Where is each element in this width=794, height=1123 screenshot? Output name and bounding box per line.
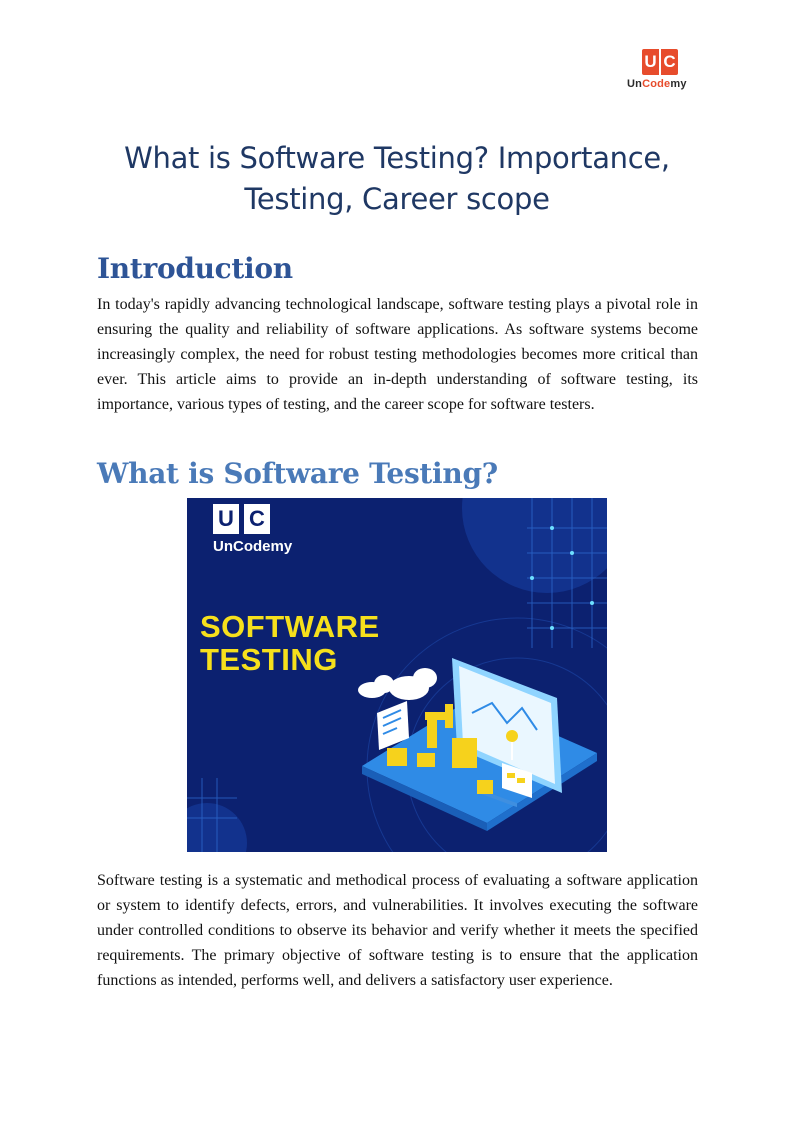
logo-letter-c: C [661, 49, 678, 75]
uncodemy-logo [621, 49, 695, 95]
banner-logo-letter-c: C [244, 504, 270, 534]
document-title: What is Software Testing? Importance, Testing, Career scope [124, 141, 670, 216]
banner-headline-line1: SOFTWARE [200, 609, 380, 644]
banner-headline [200, 610, 380, 676]
introduction-paragraph: In today's rapidly advancing technological landscape, software testing plays a pivotal role in ensuring the quality and reliability of software applications. As software systems become increasingly complex, the need for robust testing methodologies becomes more critical than ever. This article aims to provide an in-depth understanding of software testing, its importance, various types of testing, and the career scope for software testers. [97, 296, 698, 413]
logo-separator [659, 60, 661, 64]
banner-headline-line2: TESTING [200, 642, 338, 677]
logo-wordmark: UnCodemy [627, 78, 687, 90]
logo-letter-u: U [642, 49, 659, 75]
banner-logo-letter-u: U [213, 504, 239, 534]
section-heading-introduction: Introduction [97, 252, 293, 285]
section-heading-what-is-software-testing: What is Software Testing? [97, 457, 498, 490]
logo-mark [642, 49, 678, 76]
software-testing-banner-image [187, 498, 607, 852]
banner-logo [213, 504, 292, 555]
banner-brand-name: UnCodemy [213, 538, 293, 555]
what-is-software-testing-paragraph: Software testing is a systematic and methodical process of evaluating a software application or system to identify defects, errors, and vulnerabilities. It involves executing the software under controlled conditions to observe its behavior and verify whether it meets the specified requirements. The primary objective of software testing is to ensure that the application functions as intended, performs well, and delivers a satisfactory user experience. [97, 872, 698, 989]
